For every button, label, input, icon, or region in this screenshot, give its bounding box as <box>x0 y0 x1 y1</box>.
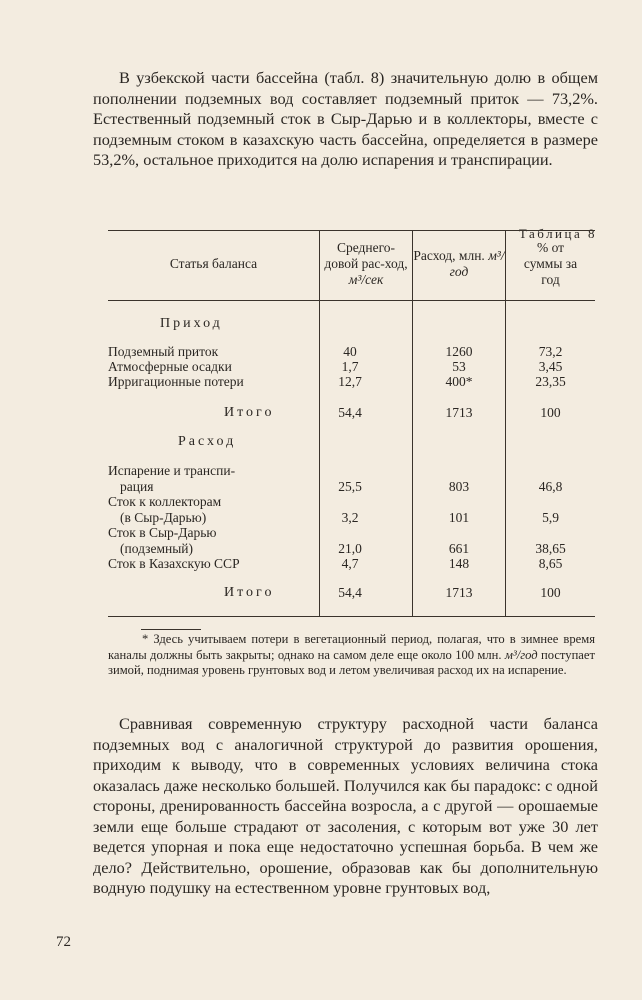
outflow-total-percent: 100 <box>540 585 561 600</box>
table-header-rule <box>108 300 595 301</box>
row-percent: 5,9 <box>542 510 559 525</box>
row-rate: 40 <box>343 344 357 359</box>
header-avg-rate-text: Среднего-довой рас-ход, <box>324 240 408 271</box>
row-label-cont: рация <box>120 479 154 494</box>
outflow-total-label: Итого <box>224 585 275 600</box>
header-item: Статья баланса <box>169 256 258 271</box>
section-outflow: Расход <box>178 434 237 449</box>
row-percent: 46,8 <box>538 479 563 494</box>
row-volume: 661 <box>448 541 470 556</box>
header-avg-rate <box>320 240 412 288</box>
row-percent: 3,45 <box>538 359 563 374</box>
header-volume-text: Расход, млн. <box>413 248 489 263</box>
outflow-total-rate: 54,4 <box>338 585 362 600</box>
row-rate: 4,7 <box>341 556 359 571</box>
row-label-cont: (в Сыр-Дарью) <box>120 510 207 525</box>
paragraph-intro: В узбекской части бассейна (табл. 8) значительную долю в общем пополнении подземных вод составляет подземный приток — 73,2%. Естественный подземный сток в Сыр-Дарью и в коллекторы, вместе с подземным стоком в казахскую часть бассейна, определяется в размере 53,2%, остальное приходится на долю испарения и транспирации. <box>93 68 598 169</box>
footnote-text-2: поступает зимой, поднимая уровень грунтовых вод и летом увеличивая расход их на испарение. <box>108 647 595 677</box>
footnote-rule <box>141 629 201 630</box>
header-avg-rate-unit: м³/сек <box>348 272 384 287</box>
header-volume-unit: м³/год <box>449 248 505 279</box>
header-percent: % от суммы за год <box>523 240 578 287</box>
row-percent: 8,65 <box>538 556 563 571</box>
footnote-text-1: * Здесь учитываем потери в вегетационный период, полагая, что в зимнее время каналы должны быть закрыты; однако на самом деле еще около 100 млн. <box>108 632 595 662</box>
row-percent: 73,2 <box>538 344 563 359</box>
row-volume: 803 <box>448 479 470 494</box>
row-percent: 23,35 <box>535 374 566 389</box>
row-rate: 25,5 <box>338 479 362 494</box>
section-income: Приход <box>160 316 223 331</box>
row-volume: 101 <box>448 510 470 525</box>
row-rate: 21,0 <box>338 541 362 556</box>
page-number: 72 <box>56 934 71 950</box>
row-volume: 400* <box>445 374 473 389</box>
row-rate: 12,7 <box>338 374 362 389</box>
row-label: Испарение и транспи- <box>108 463 236 478</box>
row-rate: 1,7 <box>341 359 359 374</box>
paragraph-main: Сравнивая современную структуру расходной части баланса подземных вод с аналогичной структурой до развития орошения, приходим к выводу, что в современных условиях величина стока оказалась даже несколько большей. Получился как бы парадокс: с одной стороны, дренированность бассейна возросла, а с другой — орошаемые земли еще больше страдают от засоления, с которым вот уже 30 лет ведется упорная и пока еще недостаточно успешная борьба. В чем же дело? Действительно, орошение, образовав как бы дополнительную водную подушку на естественном уровне грунтовых вод, <box>93 714 598 897</box>
row-label: Ирригационные потери <box>108 374 244 389</box>
row-volume: 53 <box>452 359 466 374</box>
footnote <box>108 632 595 679</box>
row-label: Сток в Сыр-Дарью <box>108 525 217 540</box>
row-rate: 3,2 <box>341 510 359 525</box>
header-volume <box>413 248 505 280</box>
income-total-percent: 100 <box>540 405 561 420</box>
income-total-rate: 54,4 <box>338 405 362 420</box>
table-bottom-rule <box>108 616 595 617</box>
row-percent: 38,65 <box>535 541 566 556</box>
income-total-volume: 1713 <box>445 405 473 420</box>
balance-table <box>108 230 595 616</box>
row-label-cont: (подземный) <box>120 541 193 556</box>
row-label: Подземный приток <box>108 344 219 359</box>
row-label: Атмосферные осадки <box>108 359 232 374</box>
income-total-label: Итого <box>224 405 275 420</box>
table-top-rule <box>108 230 595 231</box>
footnote-unit: м³/год <box>504 647 538 662</box>
row-label: Сток к коллекторам <box>108 494 222 509</box>
row-volume: 148 <box>448 556 470 571</box>
row-volume: 1260 <box>445 344 473 359</box>
outflow-total-volume: 1713 <box>445 585 473 600</box>
table-caption: Таблица 8 <box>518 226 597 241</box>
row-label: Сток в Казахскую ССР <box>108 556 240 571</box>
